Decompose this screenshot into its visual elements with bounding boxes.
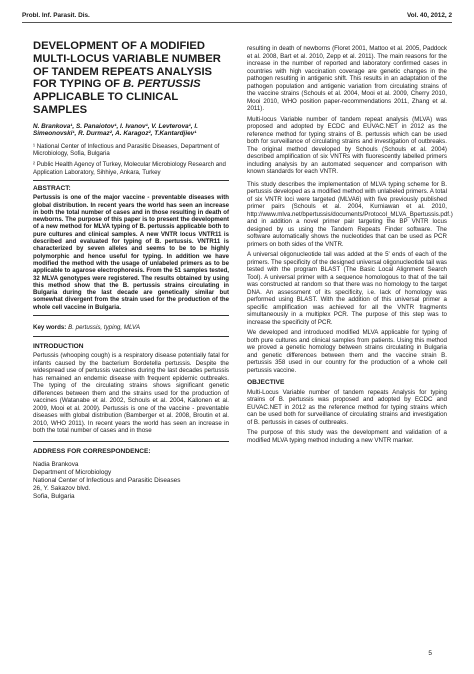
objective-paragraph-2: The purpose of this study was the development and validation of a modified MLVA typing method including a new VNTR marker. xyxy=(247,429,447,444)
author-list: N. Brankova¹, S. Panaiotov¹, I. Ivanov¹, V. Levterova¹, I. Simeonovski¹, R. Durmaz², A. Karagoz², T.Kantardjiev¹ xyxy=(33,122,198,138)
title-end: APPLICABLE TO CLINICAL SAMPLES xyxy=(33,91,179,116)
volume-info: Vol. 40, 2012, 2 xyxy=(407,12,452,19)
affiliation-1: ¹ National Center of Infectious and Parasitic Diseases, Department of Microbiology, Sofia, Bulgaria xyxy=(33,142,220,158)
right-paragraph-4: A universal oligonucleotide tail was added at the 5' ends of each of the primers. The specificity of the designed universal oligonucleotide tail was tested with the program BLAST (The Basic Local Alignment Search Tool). A universal primer with a sequence homologous to that of the tail was constructed at random so that there was no homology to the target DNA. An assessment of its specificity, i.e. lack of homology was performed using BLAST. With the addition of this universal primer a specific amplification was achieved for all the VNTR fragments simultaneously in a multiplex PCR. The purpose of this step was to increase the specificity of PCR. xyxy=(247,251,447,326)
keywords-label: Key words: xyxy=(33,324,67,332)
introduction-text: Pertussis (whooping cough) is a respiratory disease potentially fatal for infants caused by the bacterium Bordetella pertussis. Despite the widespread use of pertussis vaccines during the last decades pertussis has remained an endemic disease with frequent epidemic outbreaks. The typing of the circulating strains shows significant genetic differences between them and the strains used for the production of vaccines (Watanabe et al. 2002, Schouls et al. 2004, Kallonen et al. 2009, Mooi et al. 2009). Pertussis is one of the vaccine - preventable diseases with global distribution (Bamberger et al. 2008, Broutin et al. 2010, WHO 2011). In recent years the world has seen an increase in both the total number of cases and in those xyxy=(33,352,229,435)
correspondence-department: Department of Microbiology xyxy=(33,469,112,477)
objective-heading: OBJECTIVE xyxy=(247,379,285,386)
header-rule xyxy=(22,22,452,23)
title-italic: B. PERTUSSIS xyxy=(123,78,201,91)
correspondence-institution: National Center of Infectious and Parasitic Diseases xyxy=(33,477,181,485)
title-main: DEVELOPMENT OF A MODIFIED MULTI-LOCUS VARIABLE NUMBER OF TANDEM REPEATS ANALYSIS FOR TYPING OF xyxy=(33,40,221,91)
page-number: 5 xyxy=(428,650,432,657)
correspondence-section xyxy=(33,441,229,502)
abstract-box xyxy=(33,180,229,316)
left-column xyxy=(33,40,229,501)
correspondence-name: Nadia Brankova xyxy=(33,461,79,469)
right-paragraph-2: Multi-locus Variable number of tandem repeat analysis (MLVA) was proposed and adopted by ECDC and EUVAC.NET in 2012 as the reference method for typing strains of B. pertussis which can be used both for surveillance of circulating strains and investigation of outbreaks. The original method developed by Schouls (Schouls et al. 2004) described amplification of six VNTRs with fluorescently labelled primers including analysis by an automated sequencer and comparison with known standards for each VNTR. xyxy=(247,115,447,175)
keywords-text: B. pertussis, typing, MLVA xyxy=(68,324,140,332)
introduction-heading: INTRODUCTION xyxy=(33,342,84,350)
correspondence-street: 26, Y. Sakazov blvd. xyxy=(33,485,91,493)
introduction-section xyxy=(33,343,229,435)
abstract-heading: ABSTRACT: xyxy=(33,184,71,192)
affiliation-2: ² Public Health Agency of Turkey, Molecular Microbiology Research and Application Laboratory, Sihhiye, Ankara, Turkey xyxy=(33,161,226,176)
keywords xyxy=(33,320,229,337)
article-title xyxy=(33,40,229,117)
right-paragraph-5: We developed and introduced modified MLVA applicable for typing of both pure cultures and clinical samples from patients. Using this method we proved a genetic homology between strains circulating in Bulgaria and genetic differences between them and the vaccine strain B. pertussis 358 used in our country for the production of a whole cell pertussis vaccine. xyxy=(247,329,447,374)
journal-name: Probl. Inf. Parasit. Dis. xyxy=(22,12,90,19)
right-column xyxy=(247,45,453,447)
right-paragraph-1: resulting in death of newborns (Floret 2001, Mattoo et al. 2005, Paddock et al. 2008, Bart et al. 2010, Zepp et al. 2011). The main reasons for the increase in the number of reported and laboratory confirmed cases in countries with high vaccination coverage are genetic changes in the pathogen resulting in antigenic shift. This results in an adaptation of the pathogen population and antigenic variation from circulating strains of the vaccine strains (Schouls et al. 2004, Mooi et al. 2009, Cherry 2010, Mooi 2010, WHO position paper-recommendations 2011, Zhang et al. 2011). xyxy=(247,45,447,112)
correspondence-heading: ADDRESS FOR CORRESPONDENCE: xyxy=(33,447,151,455)
objective-paragraph-1: Multi-Locus Variable number of tandem repeats Analysis for typing strains of B. pertussis was proposed and adopted by ECDC and EUVAC.NET in 2012 as the reference method for typing strains which can be used both for surveillance of circulating strains and investigation of B. pertussis in cases of outbreaks. xyxy=(247,388,447,426)
right-paragraph-3: This study describes the implementation of MLVA typing scheme for B. pertussis developed as a modified method with unlabeled primers. A total of six VNTR loci were targeted (MLVA6) with five previously published primer pairs (Schouls et al. 2004, Kurniawan et al. 2010, http://www.mlva.net/bpertussis/documents/Protocol_MLVA_Bpertussis.pdf.) and in addition a novel primer pair targeting the BP VNTR locus designed by us using the Tandem Repeats Finder software. The software automatically shows the nucleotides that can be used as PCR primers on both sides of the VNTR. xyxy=(247,180,453,248)
correspondence-city: Sofia, Bulgaria xyxy=(33,493,75,501)
abstract-text: Pertussis is one of the major vaccine - preventable diseases with global distribution. In recent years the world has seen an increase in both the total number of cases and in those resulting in death of newborns. The purpose of this paper is to present the development of a new method for MLVA typing of B. pertussis applicable both to pure cultures and clinical samples. A new VNTR locus VNTR11 is described and evaluated for typing of B. pertussis. VNTR11 is characterized by seven alleles and seems to be to be highly polymorphic and hence useful for typing. In addition we have modified the method with the usage of unlabeled primers as to be applicable to agarose electrophoresis. From the 51 samples tested, 32 MLVA genotypes were registered. The results obtained by using this method show that the B. pertussis strains circulating in Bulgaria during the last decade are genetically similar but somewhat divergent from the strain used for the production of the whole cell vaccine in Bulgaria. xyxy=(33,194,229,311)
